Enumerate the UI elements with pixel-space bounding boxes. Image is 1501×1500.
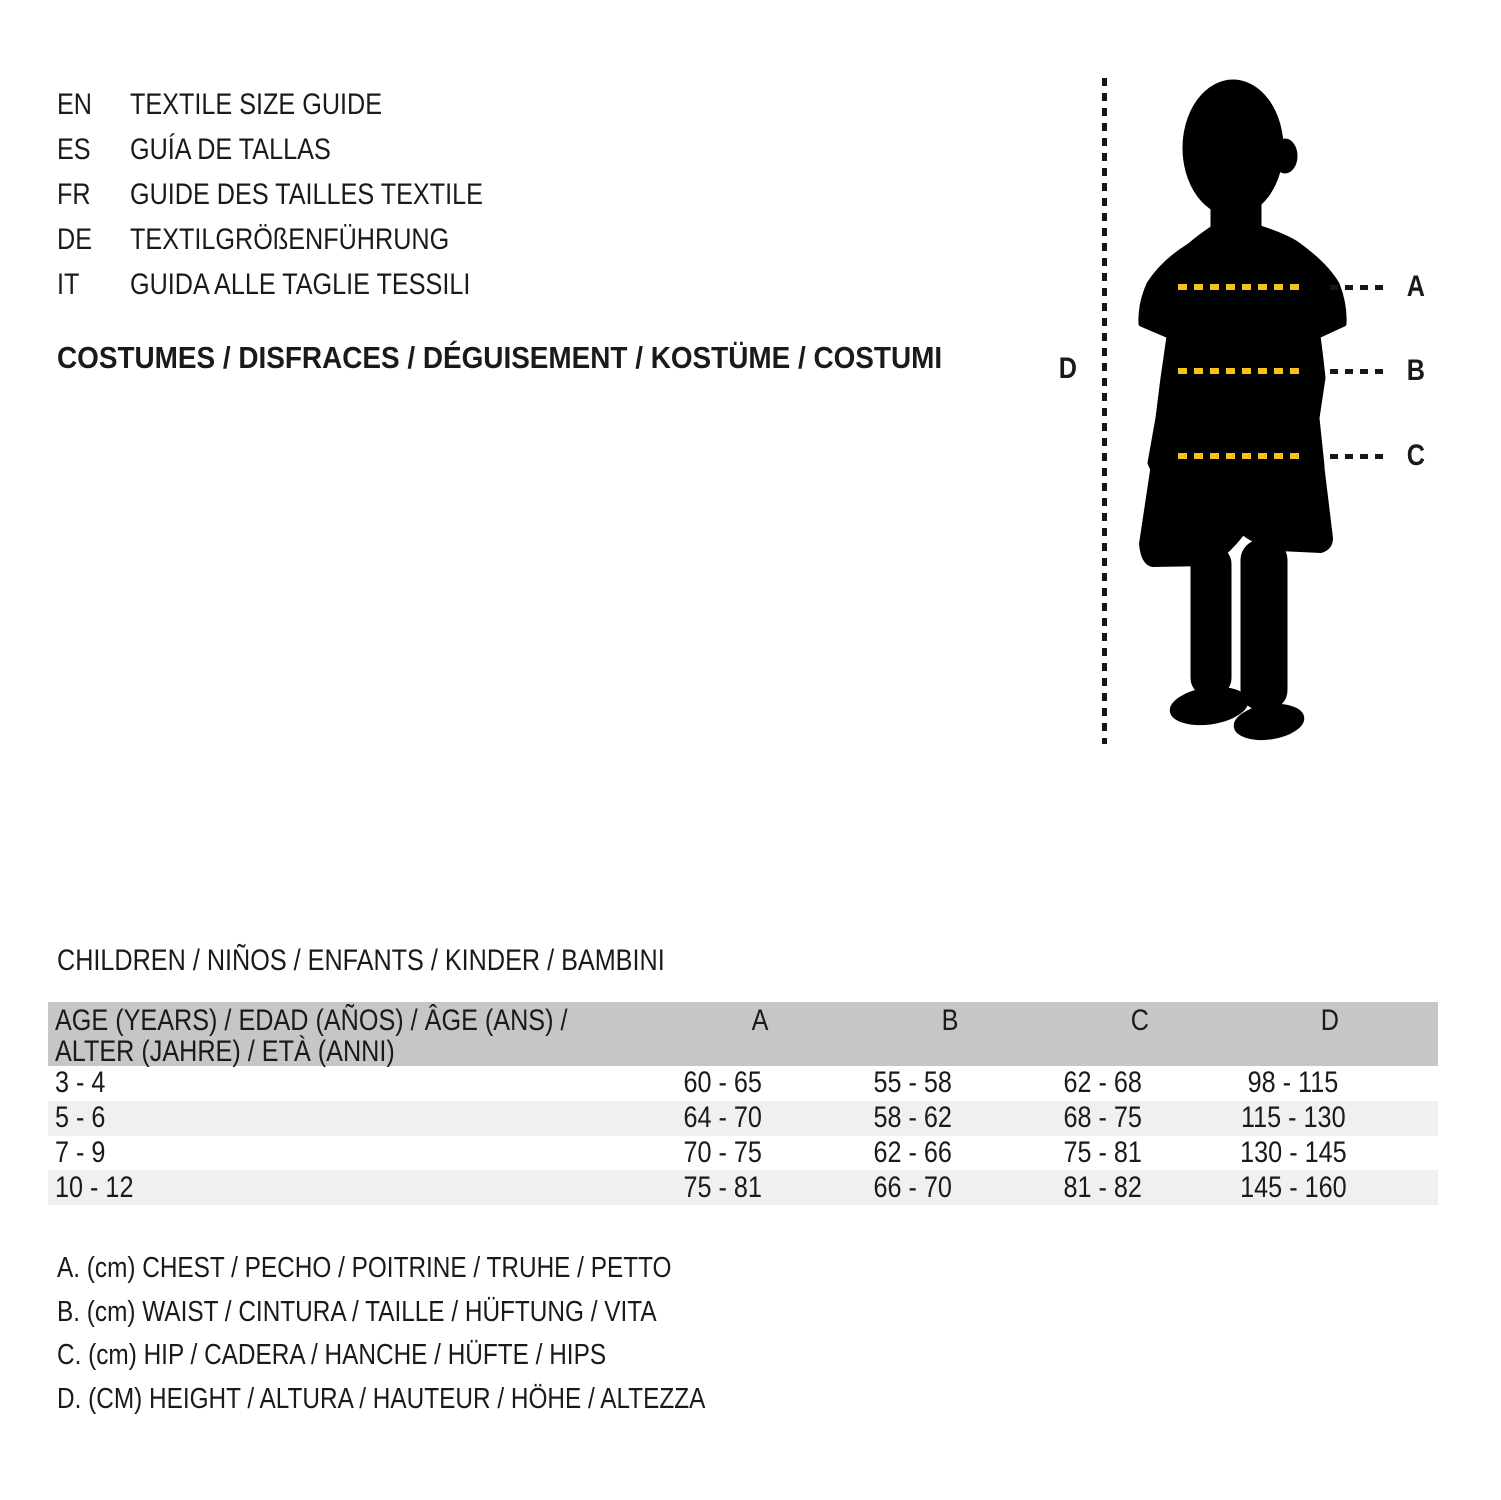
lang-title-en: TEXTILE SIZE GUIDE: [130, 88, 383, 121]
hip-cell: 62 - 68: [1063, 1066, 1143, 1100]
hip-connector-line: [1330, 454, 1384, 459]
legend-waist: B. (cm) WAIST / CINTURA / TAILLE / HÜFTUNG / VITA: [57, 1295, 657, 1328]
chest-connector-line: [1330, 285, 1384, 290]
column-header-b: B: [941, 1004, 959, 1037]
lang-row-en: [57, 82, 550, 127]
age-cell: 7 - 9: [55, 1135, 106, 1169]
lang-code-it: IT: [57, 268, 80, 301]
marker-a: A: [1406, 270, 1426, 303]
waist-connector-line: [1330, 369, 1384, 374]
marker-c: C: [1406, 439, 1426, 472]
legend-hip: C. (cm) HIP / CADERA / HANCHE / HÜFTE / HIPS: [57, 1339, 607, 1371]
hip-measure-line: [1178, 453, 1304, 459]
chest-cell: 60 - 65: [683, 1066, 763, 1100]
chest-measure-line: [1178, 284, 1304, 290]
column-header-d: D: [1320, 1004, 1340, 1037]
legend-height: D. (CM) HEIGHT / ALTURA / HAUTEUR / HÖHE / ALTEZZA: [57, 1382, 706, 1415]
age-cell: 10 - 12: [55, 1170, 134, 1204]
waist-cell: 58 - 62: [873, 1101, 953, 1135]
table-row: [48, 1101, 1438, 1136]
chest-cell: 64 - 70: [683, 1101, 763, 1135]
hip-cell: 68 - 75: [1063, 1101, 1143, 1135]
lang-title-es: GUÍA DE TALLAS: [130, 133, 331, 166]
hip-cell: 75 - 81: [1063, 1135, 1143, 1169]
height-cell: 98 - 115: [1247, 1066, 1339, 1100]
category-title: COSTUMES / DISFRACES / DÉGUISEMENT / KOSTÜME / COSTUMI: [57, 340, 943, 375]
table-row: [48, 1170, 1438, 1205]
lang-row-es: [57, 127, 550, 172]
table-row: [48, 1066, 1438, 1101]
lang-title-it: GUIDA ALLE TAGLIE TESSILI: [130, 268, 471, 301]
lang-code-en: EN: [57, 88, 93, 121]
language-title-list: [57, 82, 550, 307]
age-cell: 3 - 4: [55, 1066, 106, 1100]
column-header-a: A: [751, 1004, 769, 1037]
age-cell: 5 - 6: [55, 1101, 106, 1135]
column-header-c: C: [1130, 1004, 1150, 1037]
lang-code-fr: FR: [57, 178, 91, 211]
waist-cell: 55 - 58: [873, 1066, 953, 1100]
lang-row-fr: [57, 172, 550, 217]
height-cell: 115 - 130: [1240, 1101, 1346, 1135]
marker-d: D: [1058, 352, 1078, 385]
hip-cell: 81 - 82: [1063, 1170, 1143, 1204]
chest-cell: 70 - 75: [683, 1135, 763, 1169]
children-size-table: [48, 1002, 1438, 1205]
height-cell: 130 - 145: [1239, 1135, 1347, 1169]
chest-cell: 75 - 81: [683, 1170, 763, 1204]
table-header-row: [48, 1002, 1438, 1066]
lang-code-de: DE: [57, 223, 93, 256]
table-row: [48, 1136, 1438, 1171]
lang-title-de: TEXTILGRÖßENFÜHRUNG: [130, 223, 450, 256]
waist-measure-line: [1178, 368, 1304, 374]
lang-row-it: [57, 262, 550, 307]
lang-title-fr: GUIDE DES TAILLES TEXTILE: [130, 178, 483, 211]
measurement-figure: [1040, 70, 1480, 770]
waist-cell: 62 - 66: [873, 1135, 953, 1169]
height-cell: 145 - 160: [1239, 1170, 1347, 1204]
lang-code-es: ES: [57, 133, 91, 166]
legend-chest: A. (cm) CHEST / PECHO / POITRINE / TRUHE / PETTO: [57, 1252, 672, 1284]
child-silhouette: [1125, 78, 1385, 748]
lang-row-de: [57, 217, 550, 262]
children-section-title: CHILDREN / NIÑOS / ENFANTS / KINDER / BAMBINI: [57, 944, 665, 977]
measurement-legend: [57, 1247, 829, 1421]
waist-cell: 66 - 70: [873, 1170, 953, 1204]
marker-b: B: [1406, 354, 1426, 387]
age-column-header: AGE (YEARS) / EDAD (AÑOS) / ÂGE (ANS) / ALTER (JAHRE) / ETÀ (ANNI): [55, 1004, 568, 1068]
height-dashed-line: [1102, 78, 1107, 744]
